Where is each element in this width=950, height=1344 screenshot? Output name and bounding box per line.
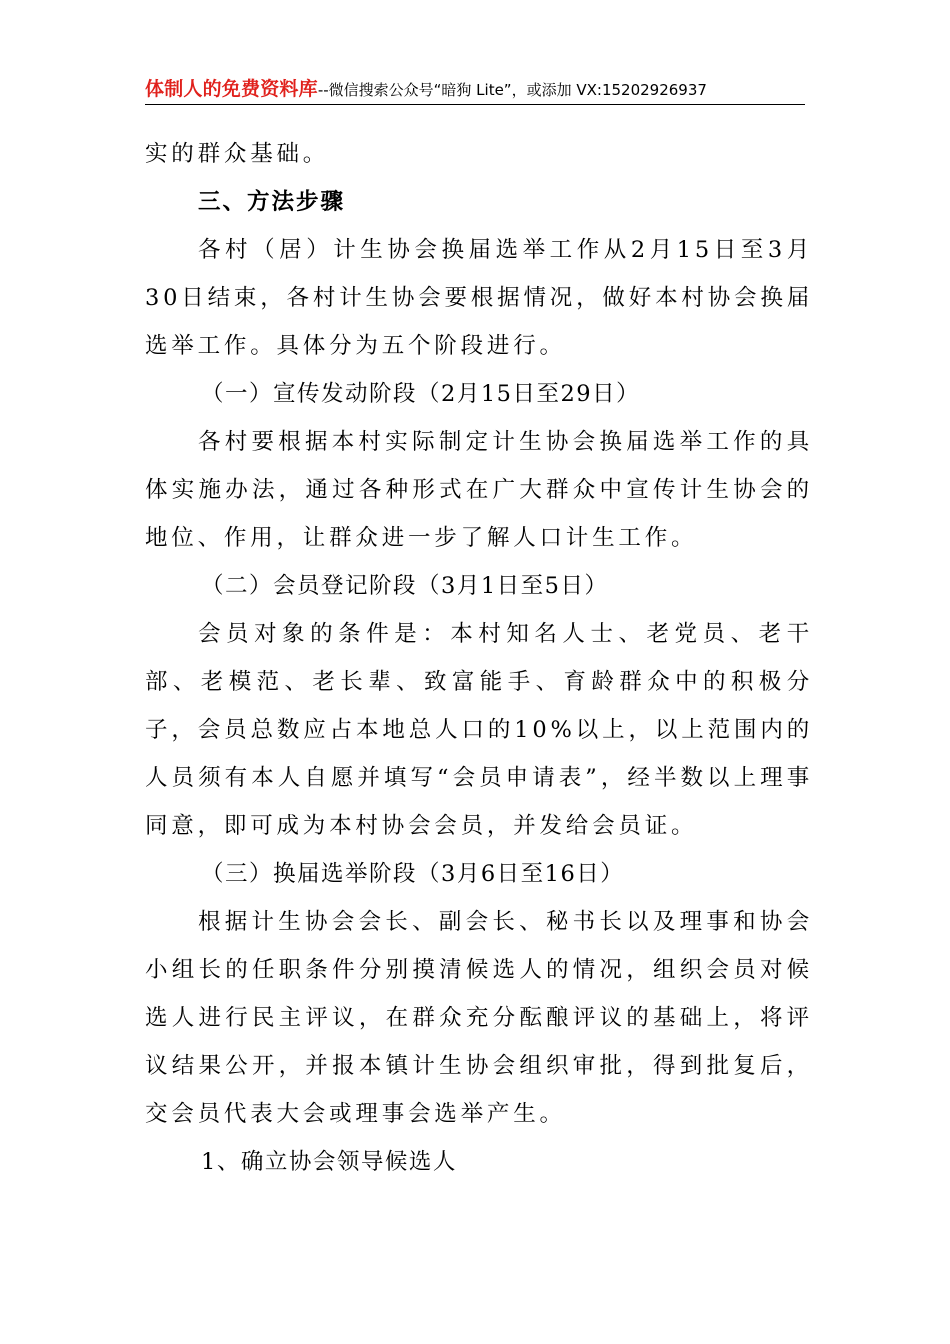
stage-heading-election: （三）换届选举阶段（3月6日至16日） [201,861,625,887]
paragraph-timeline: 各村（居）计生协会换届选举工作从2月15日至3月30日结束，各村计生协会要根据情况，做好本村协会换届选举工作。具体分为五个阶段进行。 [145,237,813,359]
paragraph-election: 根据计生协会会长、副会长、秘书长以及理事和协会小组长的任职条件分别摸清候选人的情况，组织会员对候选人进行民主评议，在群众充分酝酿评议的基础上，将评议结果公开，并报本镇计生协会组织审批，得到批复后，交会员代表大会或理事会选举产生。 [145,909,813,1127]
item-heading-candidates: 1、确立协会领导候选人 [201,1149,457,1175]
stage-heading-publicity: （一）宣传发动阶段（2月15日至29日） [201,381,641,407]
page-header [145,74,805,105]
paragraph-publicity: 各村要根据本村实际制定计生协会换届选举工作的具体实施办法，通过各种形式在广大群众中宣传计生协会的地位、作用，让群众进一步了解人口计生工作。 [145,429,813,551]
document-body [145,130,813,1186]
paragraph-continuation: 实的群众基础。 [145,141,330,167]
section-heading-methods: 三、方法步骤 [198,189,346,215]
paragraph-registration: 会员对象的条件是：本村知名人士、老党员、老干部、老模范、老长辈、致富能手、育龄群众中的积极分子，会员总数应占本地总人口的10%以上，以上范围内的人员须有本人自愿并填写“会员申请表”，经半数以上理事同意，即可成为本村协会会员，并发给会员证。 [145,621,813,839]
header-contact: --微信搜索公众号“暗狗 Lite”，或添加 VX:15202926937 [317,81,707,99]
header-brand: 体制人的免费资料库 [145,78,318,100]
stage-heading-registration: （二）会员登记阶段（3月1日至5日） [201,573,609,599]
